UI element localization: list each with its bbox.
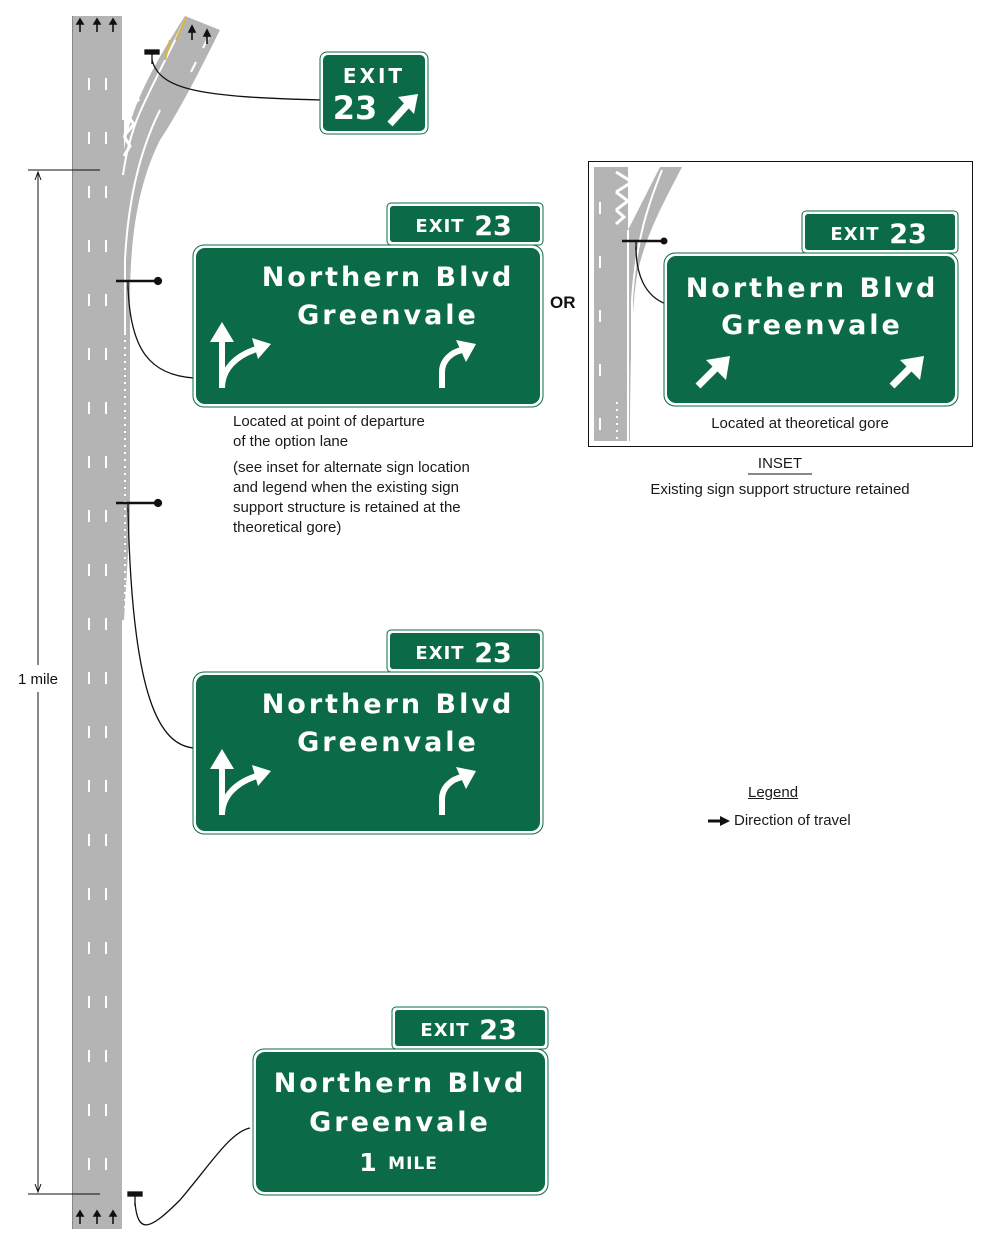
inset-exit-tab-number: 23 bbox=[889, 219, 927, 250]
alternate-note-line1: (see inset for alternate sign location bbox=[233, 459, 470, 476]
or-label: OR bbox=[550, 293, 576, 312]
inset-panel bbox=[589, 162, 973, 447]
legend-direction-label: Direction of travel bbox=[734, 812, 851, 829]
distance-number: 1 bbox=[359, 1148, 377, 1177]
destination-line2-2: Greenvale bbox=[297, 727, 479, 758]
option-lane-sign-departure bbox=[193, 203, 543, 407]
destination-line1-2: Northern Blvd bbox=[261, 689, 515, 720]
inset-subtitle: Existing sign support structure retained bbox=[650, 481, 910, 498]
distance-label: 1 mile bbox=[17, 671, 59, 688]
departure-caption-line2: of the option lane bbox=[233, 433, 349, 450]
alternate-note-line2: and legend when the existing sign bbox=[233, 479, 459, 496]
destination-line2-3: Greenvale bbox=[309, 1107, 491, 1138]
one-mile-advance-sign bbox=[253, 1007, 548, 1195]
inset-caption: Located at theoretical gore bbox=[711, 415, 889, 432]
alternate-note bbox=[233, 458, 470, 538]
gore-exit-word: EXIT bbox=[342, 64, 406, 88]
alternate-note-line3: support structure is retained at the bbox=[233, 499, 461, 516]
inset-destination-line1: Northern Blvd bbox=[685, 273, 939, 304]
exit-tab-word-2: EXIT bbox=[415, 643, 465, 664]
freeway-mainline bbox=[72, 16, 124, 1229]
exit-tab-number-2: 23 bbox=[474, 638, 512, 669]
exit-tab-word-3: EXIT bbox=[420, 1020, 470, 1041]
exit-tab-word-1: EXIT bbox=[415, 216, 465, 237]
option-lane-sign-advance bbox=[193, 630, 543, 834]
departure-caption-line1: Located at point of departure bbox=[233, 413, 425, 430]
distance-unit: MILE bbox=[388, 1154, 438, 1174]
gore-exit-number: 23 bbox=[332, 89, 378, 127]
inset-destination-line2: Greenvale bbox=[721, 310, 903, 341]
inset-title: INSET bbox=[757, 455, 803, 472]
exit-tab-number-1: 23 bbox=[474, 211, 512, 242]
destination-line2-1: Greenvale bbox=[297, 300, 479, 331]
exit-tab-number-3: 23 bbox=[479, 1015, 517, 1046]
alternate-note-line4: theoretical gore) bbox=[233, 519, 342, 536]
gore-exit-sign bbox=[320, 52, 428, 134]
legend-title: Legend bbox=[748, 784, 799, 801]
direction-of-travel-arrow-icon bbox=[708, 816, 730, 826]
destination-line1-1: Northern Blvd bbox=[261, 262, 515, 293]
inset-exit-tab-word: EXIT bbox=[830, 224, 880, 245]
destination-line1-3: Northern Blvd bbox=[273, 1068, 527, 1099]
departure-caption bbox=[233, 412, 425, 452]
